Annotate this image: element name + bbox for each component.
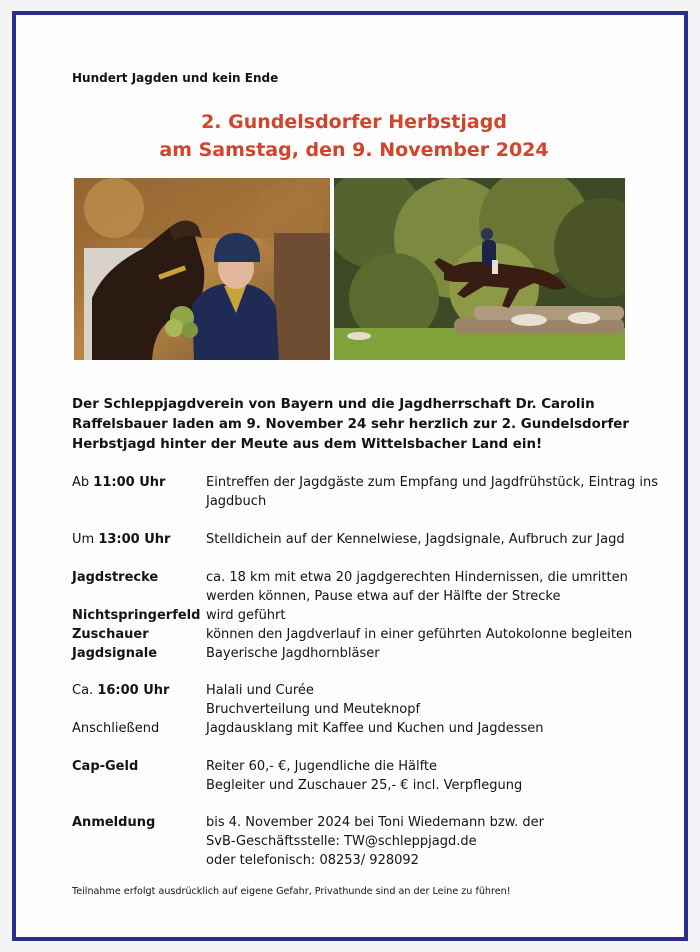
schedule-label: Cap-Geld <box>72 759 139 774</box>
event-date: am Samstag, den 9. November 2024 <box>159 139 549 161</box>
flyer-content <box>16 15 692 945</box>
schedule-label: Ca. 16:00 Uhr <box>72 683 170 698</box>
schedule-value: Eintreffen der Jagdgäste zum Empfang und Jagdfrühstück, Eintrag ins Jagdbuch <box>206 475 659 509</box>
schedule-value: ca. 18 km mit etwa 20 jagdgerechten Hindernissen, die umritten werden können, Pause etwa auf der Hälfte der Strecke <box>206 570 628 604</box>
schedule-value: Reiter 60,- €, Jugendliche die Hälfte Begleiter und Zuschauer 25,- € incl. Verpflegung <box>206 759 523 793</box>
schedule-value: Jagdausklang mit Kaffee und Kuchen und Jagdessen <box>206 721 544 736</box>
schedule-value: wird geführt <box>206 608 286 623</box>
schedule-label: Jagdsignale <box>72 646 158 661</box>
schedule-label: Anmeldung <box>72 815 156 830</box>
flyer-frame <box>12 11 688 941</box>
tagline: Hundert Jagden und kein Ende <box>72 71 279 85</box>
schedule-label: Ab 11:00 Uhr <box>72 475 166 490</box>
schedule-label: Zuschauer <box>72 627 149 642</box>
schedule-label: Nichtspringerfeld <box>72 608 201 623</box>
photo-rider-with-horse <box>74 178 330 360</box>
schedule-value: Halali und Curée Bruchverteilung und Meuteknopf <box>206 683 421 717</box>
schedule-label: Anschließend <box>72 721 160 736</box>
invitation-text: Der Schleppjagdverein von Bayern und die Jagdherrschaft Dr. Carolin Raffelsbauer laden am 9. November 24 sehr herzlich zur 2. Gundelsdorfer Herbstjagd hinter der Meute aus dem Wittelsbacher Land ein! <box>72 397 629 452</box>
event-title: 2. Gundelsdorfer Herbstjagd <box>201 111 507 133</box>
schedule-value: können den Jagdverlauf in einer geführten Autokolonne begleiten <box>206 627 633 642</box>
schedule-value: Stelldichein auf der Kennelwiese, Jagdsignale, Aufbruch zur Jagd <box>206 532 625 547</box>
schedule-label: Jagdstrecke <box>72 570 159 585</box>
schedule-label: Um 13:00 Uhr <box>72 532 171 547</box>
disclaimer: Teilnahme erfolgt ausdrücklich auf eigene Gefahr, Privathunde sind an der Leine zu führen! <box>72 886 511 897</box>
photo-horse-jumping <box>334 178 625 360</box>
schedule-value: bis 4. November 2024 bei Toni Wiedemann bzw. der SvB-Geschäftsstelle: TW@schleppjagd.de oder telefonisch: 08253/ 928092 <box>206 815 544 868</box>
schedule-value: Bayerische Jagdhornbläser <box>206 646 380 661</box>
